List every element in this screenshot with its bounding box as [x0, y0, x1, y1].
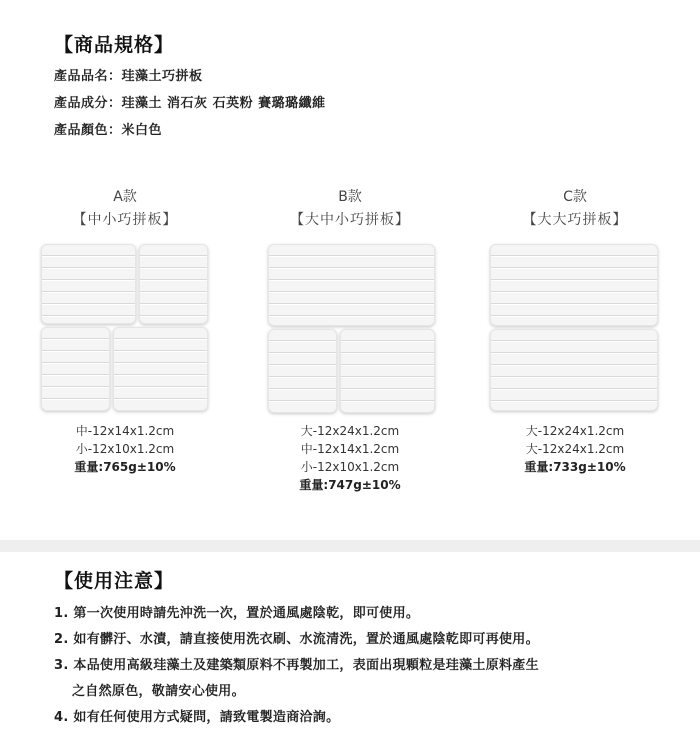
model-subtitle: 【大大巧拼板】: [522, 212, 628, 228]
note-item: 2. 如有髒汙、水漬，請直接使用洗衣刷、水流清洗，置於通風處陰乾即可再使用。: [54, 632, 539, 647]
board-medium: [340, 329, 435, 413]
dim-line: 大-12x24x1.2cm: [525, 424, 625, 438]
spec-row-name: [54, 65, 326, 84]
model-dims: [25, 422, 225, 476]
model-b-boards-image: [250, 242, 450, 414]
note-item: [54, 653, 674, 705]
spec-value: 珪藻土巧拼板: [121, 69, 203, 84]
board-small: [41, 327, 110, 411]
model-a-boards-image: [25, 242, 225, 414]
notes-title: 【使用注意】: [54, 570, 175, 592]
model-c: [475, 186, 675, 474]
spec-label: 產品成分：: [54, 96, 122, 111]
weight-line: 重量:765g±10%: [74, 460, 176, 474]
board-medium: [41, 244, 136, 324]
board-small: [268, 329, 337, 413]
spec-value: 米白色: [121, 123, 163, 138]
board-large: [490, 244, 658, 326]
dim-line: 中-12x14x1.2cm: [300, 442, 400, 456]
model-subtitle: 【大中小巧拼板】: [290, 212, 410, 228]
spec-title: 【商品規格】: [54, 34, 175, 56]
weight-line: 重量:733g±10%: [524, 460, 626, 474]
model-subtitle: 【中小巧拼板】: [72, 212, 178, 228]
board-large: [490, 329, 658, 411]
board-medium: [113, 327, 208, 411]
weight-line: 重量:747g±10%: [299, 478, 401, 492]
dim-line: 中-12x14x1.2cm: [75, 424, 175, 438]
spec-row-color: [54, 119, 326, 138]
model-dims: [250, 422, 450, 494]
dim-line: 小-12x10x1.2cm: [75, 442, 175, 456]
spec-label: 產品品名：: [54, 69, 122, 84]
section-divider: [0, 540, 700, 552]
spec-row-ingredients: [54, 92, 326, 111]
model-c-boards-image: [475, 242, 675, 414]
spec-label: 產品顏色：: [54, 123, 122, 138]
note-item: 1. 第一次使用時請先沖洗一次，置於通風處陰乾，即可使用。: [54, 606, 420, 621]
dim-line: 大-12x24x1.2cm: [525, 442, 625, 456]
model-name: A款: [113, 189, 137, 205]
model-b: [250, 186, 450, 492]
spec-section: [54, 30, 326, 138]
model-dims: [475, 422, 675, 476]
spec-value: 珪藻土 消石灰 石英粉 賽璐璐纖維: [121, 96, 326, 111]
model-name: C款: [563, 189, 587, 205]
board-small: [139, 244, 208, 324]
note-continuation: 之自然原色，敬請安心使用。: [72, 684, 245, 699]
model-name: B款: [338, 189, 362, 205]
note-text: 3. 本品使用高級珪藻土及建築類原料不再製加工，表面出現顆粒是珪藻土原料產生: [54, 658, 539, 673]
dim-line: 大-12x24x1.2cm: [300, 424, 400, 438]
usage-notes-section: [54, 566, 674, 731]
model-a: [25, 186, 225, 474]
board-large: [268, 244, 435, 326]
dim-line: 小-12x10x1.2cm: [300, 460, 400, 474]
note-item: 4. 如有任何使用方式疑問，請致電製造商洽詢。: [54, 710, 340, 725]
